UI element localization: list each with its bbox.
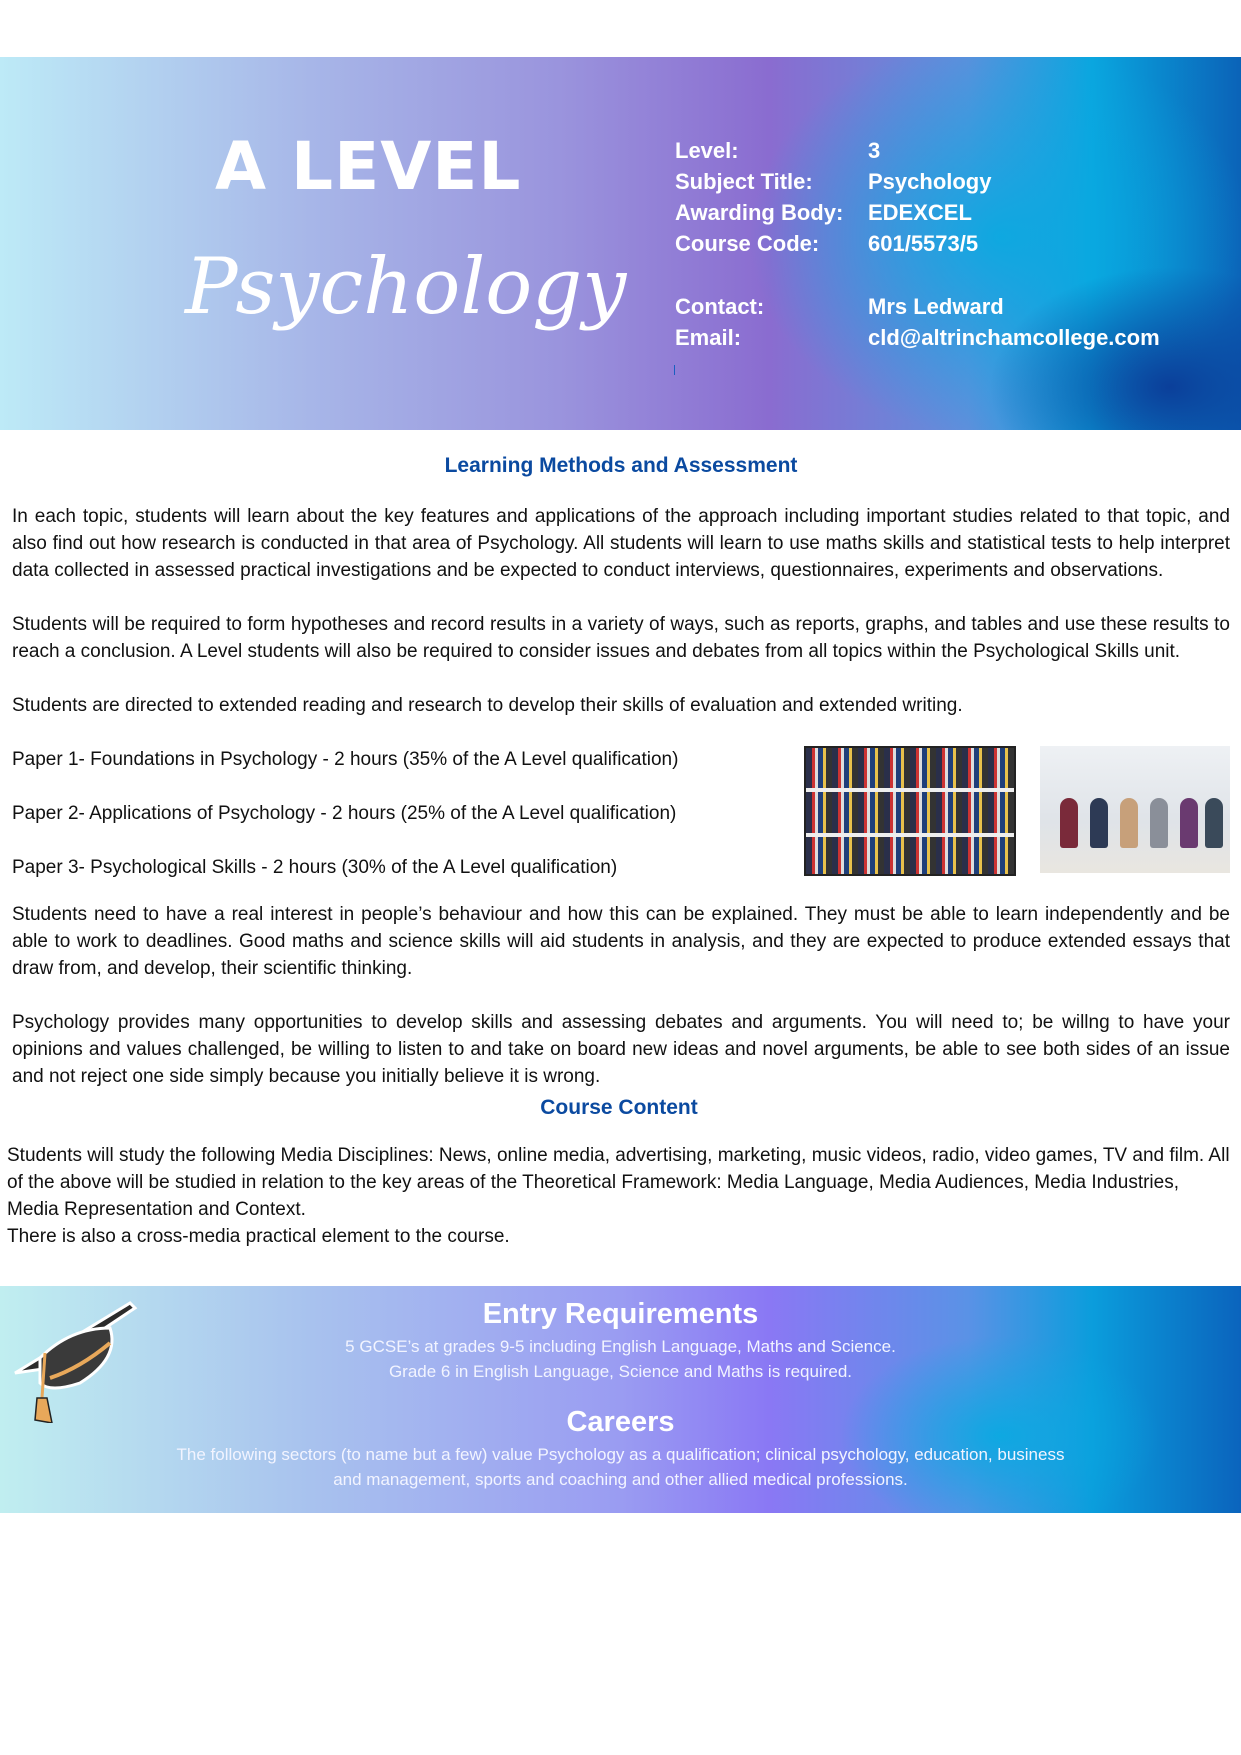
paragraph: Students are directed to extended reading and research to develop their skills of evaluation and extended writing.	[12, 695, 963, 716]
careers-heading: Careers	[566, 1406, 675, 1438]
info-value: 601/5573/5	[868, 231, 979, 256]
info-row-level	[675, 135, 1160, 166]
entry-line: Grade 6 in English Language, Science and Maths is required.	[388, 1362, 853, 1381]
info-label: Awarding Body:	[675, 200, 844, 225]
papers-block	[12, 746, 1230, 881]
learning-heading: Learning Methods and Assessment	[444, 454, 798, 477]
papers-list	[12, 746, 772, 881]
paragraph: Students will be required to form hypotheses and record results in a variety of ways, such as reports, graphs, and tables and use these results to reach a conclusion. A Level students will also be required to consider issues and debates from all topics within the Psychological Skills unit.	[12, 614, 1230, 662]
info-row-email	[675, 322, 1160, 353]
title-a-level: A LEVEL	[215, 128, 522, 205]
info-row-course-code	[675, 228, 1160, 259]
paper-item: Paper 3- Psychological Skills - 2 hours (30% of the A Level qualification)	[12, 857, 618, 878]
paper-item: Paper 2- Applications of Psychology - 2 hours (25% of the A Level qualification)	[12, 803, 677, 824]
info-value: EDEXCEL	[868, 200, 972, 225]
footer-banner	[0, 1286, 1241, 1513]
info-row-awarding-body	[675, 197, 1160, 228]
entry-requirements-heading: Entry Requirements	[482, 1298, 759, 1330]
careers-line: The following sectors (to name but a few) value Psychology as a qualification; clinical psychology, education, business	[176, 1445, 1065, 1464]
paragraph: Psychology provides many opportunities to develop skills and assessing debates and arguments. You will need to; be willng to have your opinions and values challenged, be willing to listen to and take on board new ideas and novel arguments, be able to see both sides of an issue and not reject one side simply because you initially believe it is wrong.	[12, 1012, 1230, 1087]
email-link[interactable]: cld@altrinchamcollege.com	[868, 325, 1160, 350]
bookshelf-image	[804, 746, 1016, 876]
entry-line: 5 GCSE’s at grades 9-5 including English Language, Maths and Science.	[345, 1337, 896, 1356]
info-row-contact	[675, 291, 1160, 322]
title-psychology: Psychology	[185, 242, 627, 332]
images	[804, 746, 1230, 876]
group-discussion-image	[1040, 746, 1230, 873]
info-label: Subject Title:	[675, 169, 813, 194]
info-value: Mrs Ledward	[868, 294, 1004, 319]
info-value: Psychology	[868, 169, 992, 194]
course-info	[675, 135, 1160, 353]
info-label: Email:	[675, 325, 742, 350]
info-label: Contact:	[675, 294, 765, 319]
course-text: There is also a cross-media practical element to the course.	[7, 1226, 510, 1247]
paragraph: In each topic, students will learn about the key features and applications of the approach including important studies related to that topic, and also find out how research is conducted in that area of Psychology. All students will learn to use maths skills and statistical tests to help interpret data collected in assessed practical investigations and be expected to conduct interviews, questionnaires, experiments and observations.	[12, 506, 1230, 581]
text-cursor	[674, 365, 675, 375]
info-label: Level:	[675, 138, 739, 163]
course-text: Students will study the following Media Disciplines: News, online media, advertising, marketing, music videos, radio, video games, TV and film. All of the above will be studied in relation to the key areas of the Theoretical Framework: Media Language, Media Audiences, Media Industries, Media Representation and Context.	[7, 1145, 1230, 1220]
paragraph: Students need to have a real interest in people’s behaviour and how this can be explained. They must be able to learn independently and be able to work to deadlines. Good maths and science skills will aid students in analysis, and they are expected to produce extended essays that draw from, and develop, their scientific thinking.	[12, 904, 1230, 979]
header-banner	[0, 57, 1241, 430]
careers-line: and management, sports and coaching and other allied medical professions.	[333, 1470, 908, 1489]
info-row-subject	[675, 166, 1160, 197]
learning-section	[0, 452, 1241, 1090]
info-label: Course Code:	[675, 231, 820, 256]
paper-item: Paper 1- Foundations in Psychology - 2 hours (35% of the A Level qualification)	[12, 749, 679, 770]
info-value: 3	[868, 138, 881, 163]
graduation-cap-icon	[10, 1298, 145, 1423]
course-section	[0, 1094, 1241, 1250]
course-content-heading: Course Content	[540, 1096, 698, 1119]
